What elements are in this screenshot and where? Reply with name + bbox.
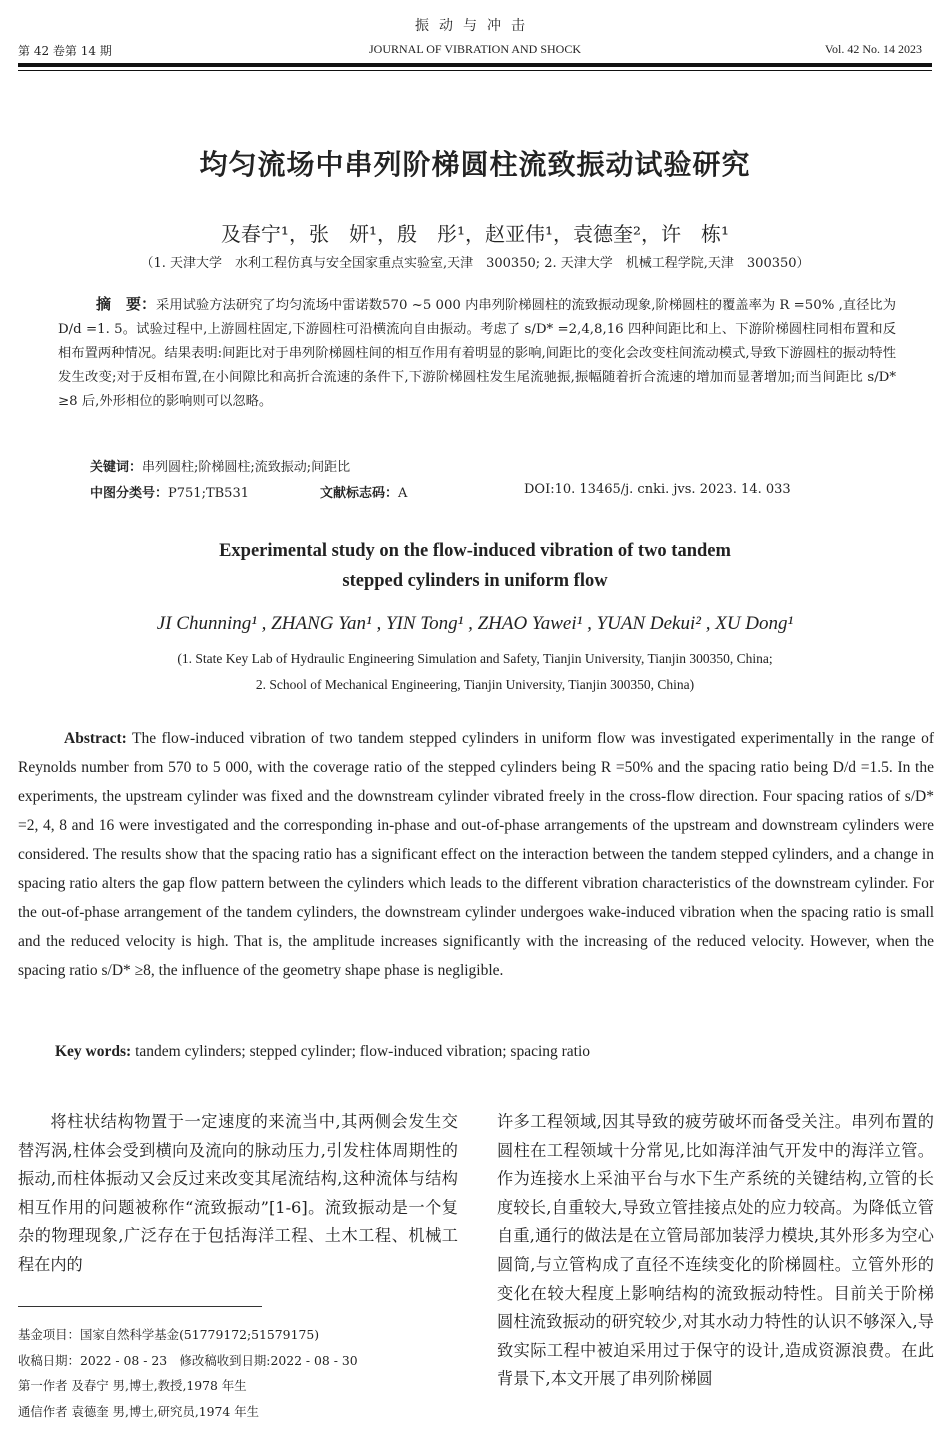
paper-title-en — [0, 536, 950, 596]
journal-name-cn: 振动与冲击 — [415, 18, 535, 34]
doi: DOI:10. 13465/j. cnki. jvs. 2023. 14. 033 — [524, 482, 791, 497]
authors-en: JI Chunning¹ , ZHANG Yan¹ , YIN Tong¹ , ZHAO Yawei¹ , YUAN Dekui² , XU Dong¹ — [156, 613, 794, 634]
body-paragraph-left: 将柱状结构物置于一定速度的来流当中,其两侧会发生交替泻涡,柱体会受到横向及流向的脉动压力,引发柱体周期性的振动,而柱体振动又会反过来改变其尾流结构,这种流体与结构相互作用的问题被称作“流致振动”[1-6]。流致振动是一个复杂的物理现象,广泛存在于包括海洋工程、土木工程、机械工程在内的 — [18, 1112, 458, 1274]
keywords-cn — [90, 456, 350, 475]
abstract-en-label: Abstract: — [64, 730, 127, 747]
body-column-right — [497, 1108, 934, 1394]
abstract-en — [18, 724, 934, 985]
paper-title-en-line1: Experimental study on the flow-induced vibration of two tandem — [219, 541, 731, 561]
paper-title-en-line2: stepped cylinders in uniform flow — [342, 571, 608, 591]
header-rule-thick — [18, 63, 932, 67]
classification-label: 中图分类号： — [90, 486, 169, 501]
document-code-value: A — [398, 486, 408, 501]
body-column-left — [18, 1108, 458, 1280]
affiliations-en — [0, 646, 950, 698]
footnote-first-author: 第一作者 及春宁 男,博士,教授,1978 年生 — [18, 1378, 247, 1393]
footnote-fund: 基金项目：国家自然科学基金(51779172;51579175) — [18, 1327, 320, 1342]
footnotes — [18, 1322, 358, 1424]
footnote-corresponding-author: 通信作者 袁德奎 男,博士,研究员,1974 年生 — [18, 1403, 260, 1419]
abstract-en-text: The flow-induced vibration of two tandem stepped cylinders in uniform flow was investigated experimentally in the range of Reynolds number from 570 to 5 000, with the coverage ratio of the stepped cylinders being R =50% and the spacing ratio being D/d =1.5. In the experiments, the upstream cylinder was fixed and the downstream cylinder vibrated freely in the cross-flow direction. Four spacing ratios of s/D* =2, 4, 8 and 16 were investigated and the corresponding in-phase and out-of-phase arrangements of the upstream and downstream cylinders were considered. The results show that the spacing ratio has a significant effect on the interaction between the tandem stepped cylinders, and a change in spacing ratio alters the gap flow pattern between the cylinders which leads to the different vibration characteristics of the downstream cylinder. For the out-of-phase arrangement of the tandem cylinders, the downstream cylinder undergoes wake-induced vibration when the spacing ratio is small and the reduced velocity is high. That is, the amplitude increases significantly with the increasing of the reduced velocity. However, when the spacing ratio s/D* ≥8, the influence of the geometry shape phase is negligible. — [18, 730, 934, 979]
affiliations-en-line1: (1. State Key Lab of Hydraulic Engineering Simulation and Safety, Tianjin University, Tianjin 300350, China; — [177, 651, 773, 666]
document-code — [320, 482, 407, 501]
authors-cn: 及春宁¹，张 妍¹，殷 彤¹，赵亚伟¹，袁德奎²，许 栋¹ — [220, 222, 730, 246]
footnote-dates: 收稿日期：2022 - 08 - 23 修改稿收到日期:2022 - 08 - 30 — [18, 1352, 358, 1368]
volume-issue-cn: 第 42 卷第 14 期 — [18, 44, 112, 58]
affiliations-cn: （1. 天津大学 水利工程仿真与安全国家重点实验室,天津 300350; 2. 天津大学 机械工程学院,天津 300350） — [140, 256, 810, 271]
keywords-cn-text: 串列圆柱;阶梯圆柱;流致振动;间距比 — [142, 460, 351, 475]
affiliations-en-line2: 2. School of Mechanical Engineering, Tianjin University, Tianjin 300350, China) — [255, 677, 695, 692]
body-paragraph-right: 许多工程领域,因其导致的疲劳破坏而备受关注。串列布置的圆柱在工程领域十分常见,比如海洋油气开发中的海洋立管。作为连接水上采油平台与水下生产系统的关键结构,立管的长度较长,自重较大,导致立管挂接点处的应力较高。为降低立管自重,通行的做法是在立管局部加装浮力模块,其外形多为空心圆筒,与立管构成了直径不连续变化的阶梯圆柱。立管外形的变化在较大程度上影响结构的流致振动特性。目前关于阶梯圆柱流致振动的研究较少,对其水动力特性的认识不够深入,导致实际工程中被迫采用过于保守的设计,造成资源浪费。在此背景下,本文开展了串列阶梯圆 — [497, 1112, 934, 1389]
footnote-rule — [18, 1306, 262, 1307]
classification-value: P751;TB531 — [168, 486, 249, 501]
header-rule-thin — [18, 70, 932, 71]
keywords-en-label: Key words: — [55, 1043, 132, 1060]
document-code-label: 文献标志码： — [320, 486, 399, 501]
abstract-cn-label: 摘 要： — [96, 295, 157, 313]
paper-title-cn: 均匀流场中串列阶梯圆柱流致振动试验研究 — [199, 148, 751, 181]
abstract-cn — [58, 292, 896, 414]
abstract-cn-text: 采用试验方法研究了均匀流场中雷诺数570 ~5 000 内串列阶梯圆柱的流致振动现象,阶梯圆柱的覆盖率为 R =50% ,直径比为 D/d =1. 5。试验过程中,上游圆柱固定,下游圆柱可沿横流向自由振动。考虑了 s/D* =2,4,8,16 四种间距比和上、下游阶梯圆柱同相布置和反相布置两种情况。结果表明:间距比对于串列阶梯圆柱间的相互作用有着明显的影响,间距比的变化会改变柱间流动模式,导致下游圆柱的振动特性发生改变;对于反相布置,在小间隙比和高折合流速的条件下,下游阶梯圆柱发生尾流驰振,振幅随着折合流速的增加而显著增加;而当间距比 s/D* ≥8 后,外形相位的影响则可以忽略。 — [58, 298, 896, 409]
keywords-en — [55, 1043, 590, 1061]
volume-issue-en: Vol. 42 No. 14 2023 — [824, 42, 922, 56]
journal-name-en: JOURNAL OF VIBRATION AND SHOCK — [368, 42, 582, 56]
keywords-en-text: tandem cylinders; stepped cylinder; flow-induced vibration; spacing ratio — [135, 1043, 591, 1060]
keywords-cn-label: 关键词： — [90, 460, 143, 475]
classification-number — [90, 482, 249, 501]
